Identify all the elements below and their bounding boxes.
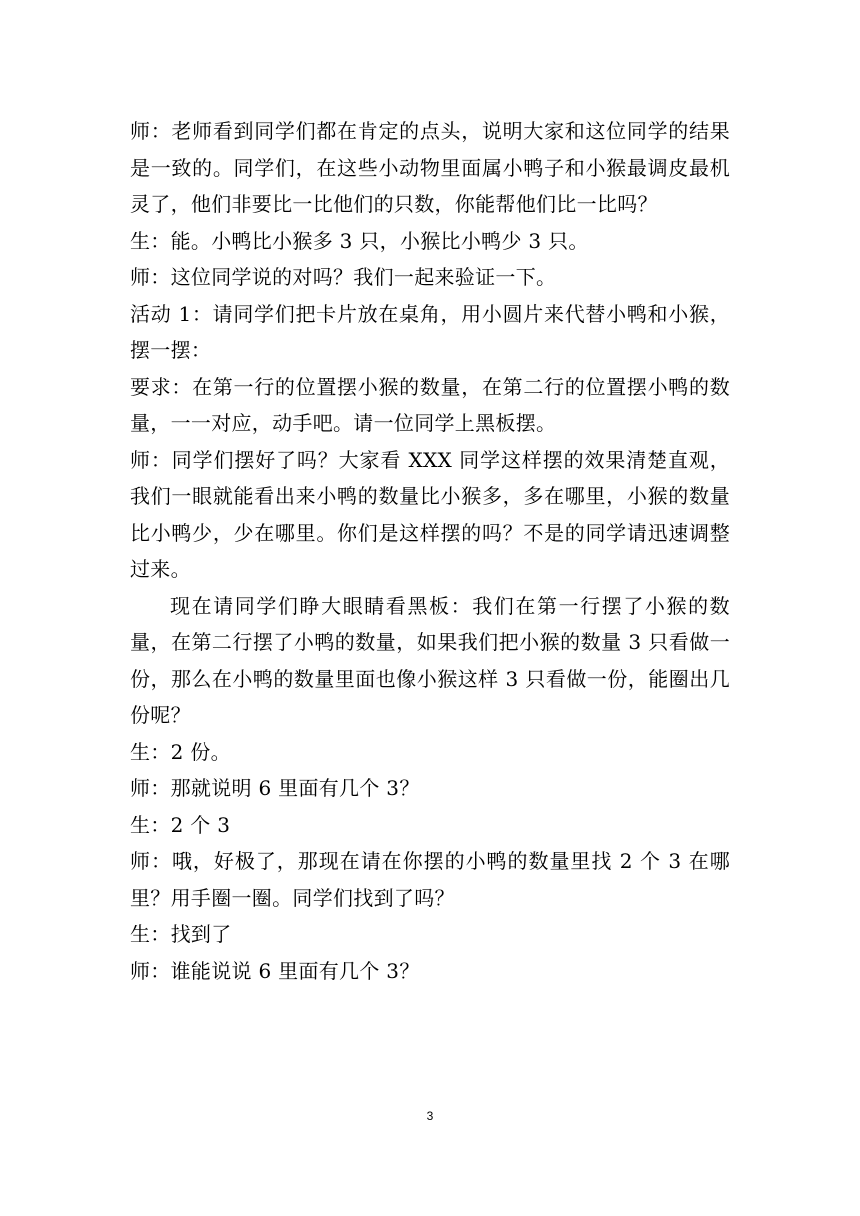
paragraph: 师：谁能说说 6 里面有几个 3？	[130, 958, 420, 983]
paragraph: 现在请同学们睁大眼睛看黑板：我们在第一行摆了小猴的数量，在第二行摆了小鸭的数量，如果我们把小猴的数量 3 只看做一份，那么在小鸭的数量里面也像小猴这样 3 只看做一份，能圈出几份呢？	[130, 593, 730, 727]
paragraph: 师：这位同学说的对吗？我们一起来验证一下。	[130, 265, 557, 289]
paragraph: 师：老师看到同学们都在肯定的点头，说明大家和这位同学的结果是一致的。同学们，在这些小动物里面属小鸭子和小猴最调皮最机灵了，他们非要比一比他们的只数，你能帮他们比一比吗？	[130, 119, 730, 216]
paragraph: 生：2 份。	[130, 739, 231, 764]
paragraph: 师：同学们摆好了吗？大家看 XXX 同学这样摆的效果清楚直观，我们一眼就能看出来小鸭的数量比小猴多，多在哪里，小猴的数量比小鸭少，少在哪里。你们是这样摆的吗？不是的同学请迅速调整过来。	[130, 447, 730, 581]
paragraph: 师：哦，好极了，那现在请在你摆的小鸭的数量里找 2 个 3 在哪里？用手圈一圈。同学们找到了吗？	[130, 849, 730, 910]
paragraph: 要求：在第一行的位置摆小猴的数量，在第二行的位置摆小鸭的数量，一一对应，动手吧。请一位同学上黑板摆。	[130, 374, 730, 435]
paragraph: 生：能。小鸭比小猴多 3 只，小猴比小鸭少 3 只。	[130, 228, 589, 253]
paragraph: 生：2 个 3	[130, 812, 231, 837]
paragraph: 师：那就说明 6 里面有几个 3？	[130, 776, 420, 800]
page-number: 3	[426, 1109, 434, 1123]
document-body	[130, 113, 730, 989]
paragraph: 活动 1：请同学们把卡片放在桌角，用小圆片来代替小鸭和小猴，摆一摆：	[130, 301, 730, 362]
paragraph: 生：找到了	[130, 922, 232, 946]
